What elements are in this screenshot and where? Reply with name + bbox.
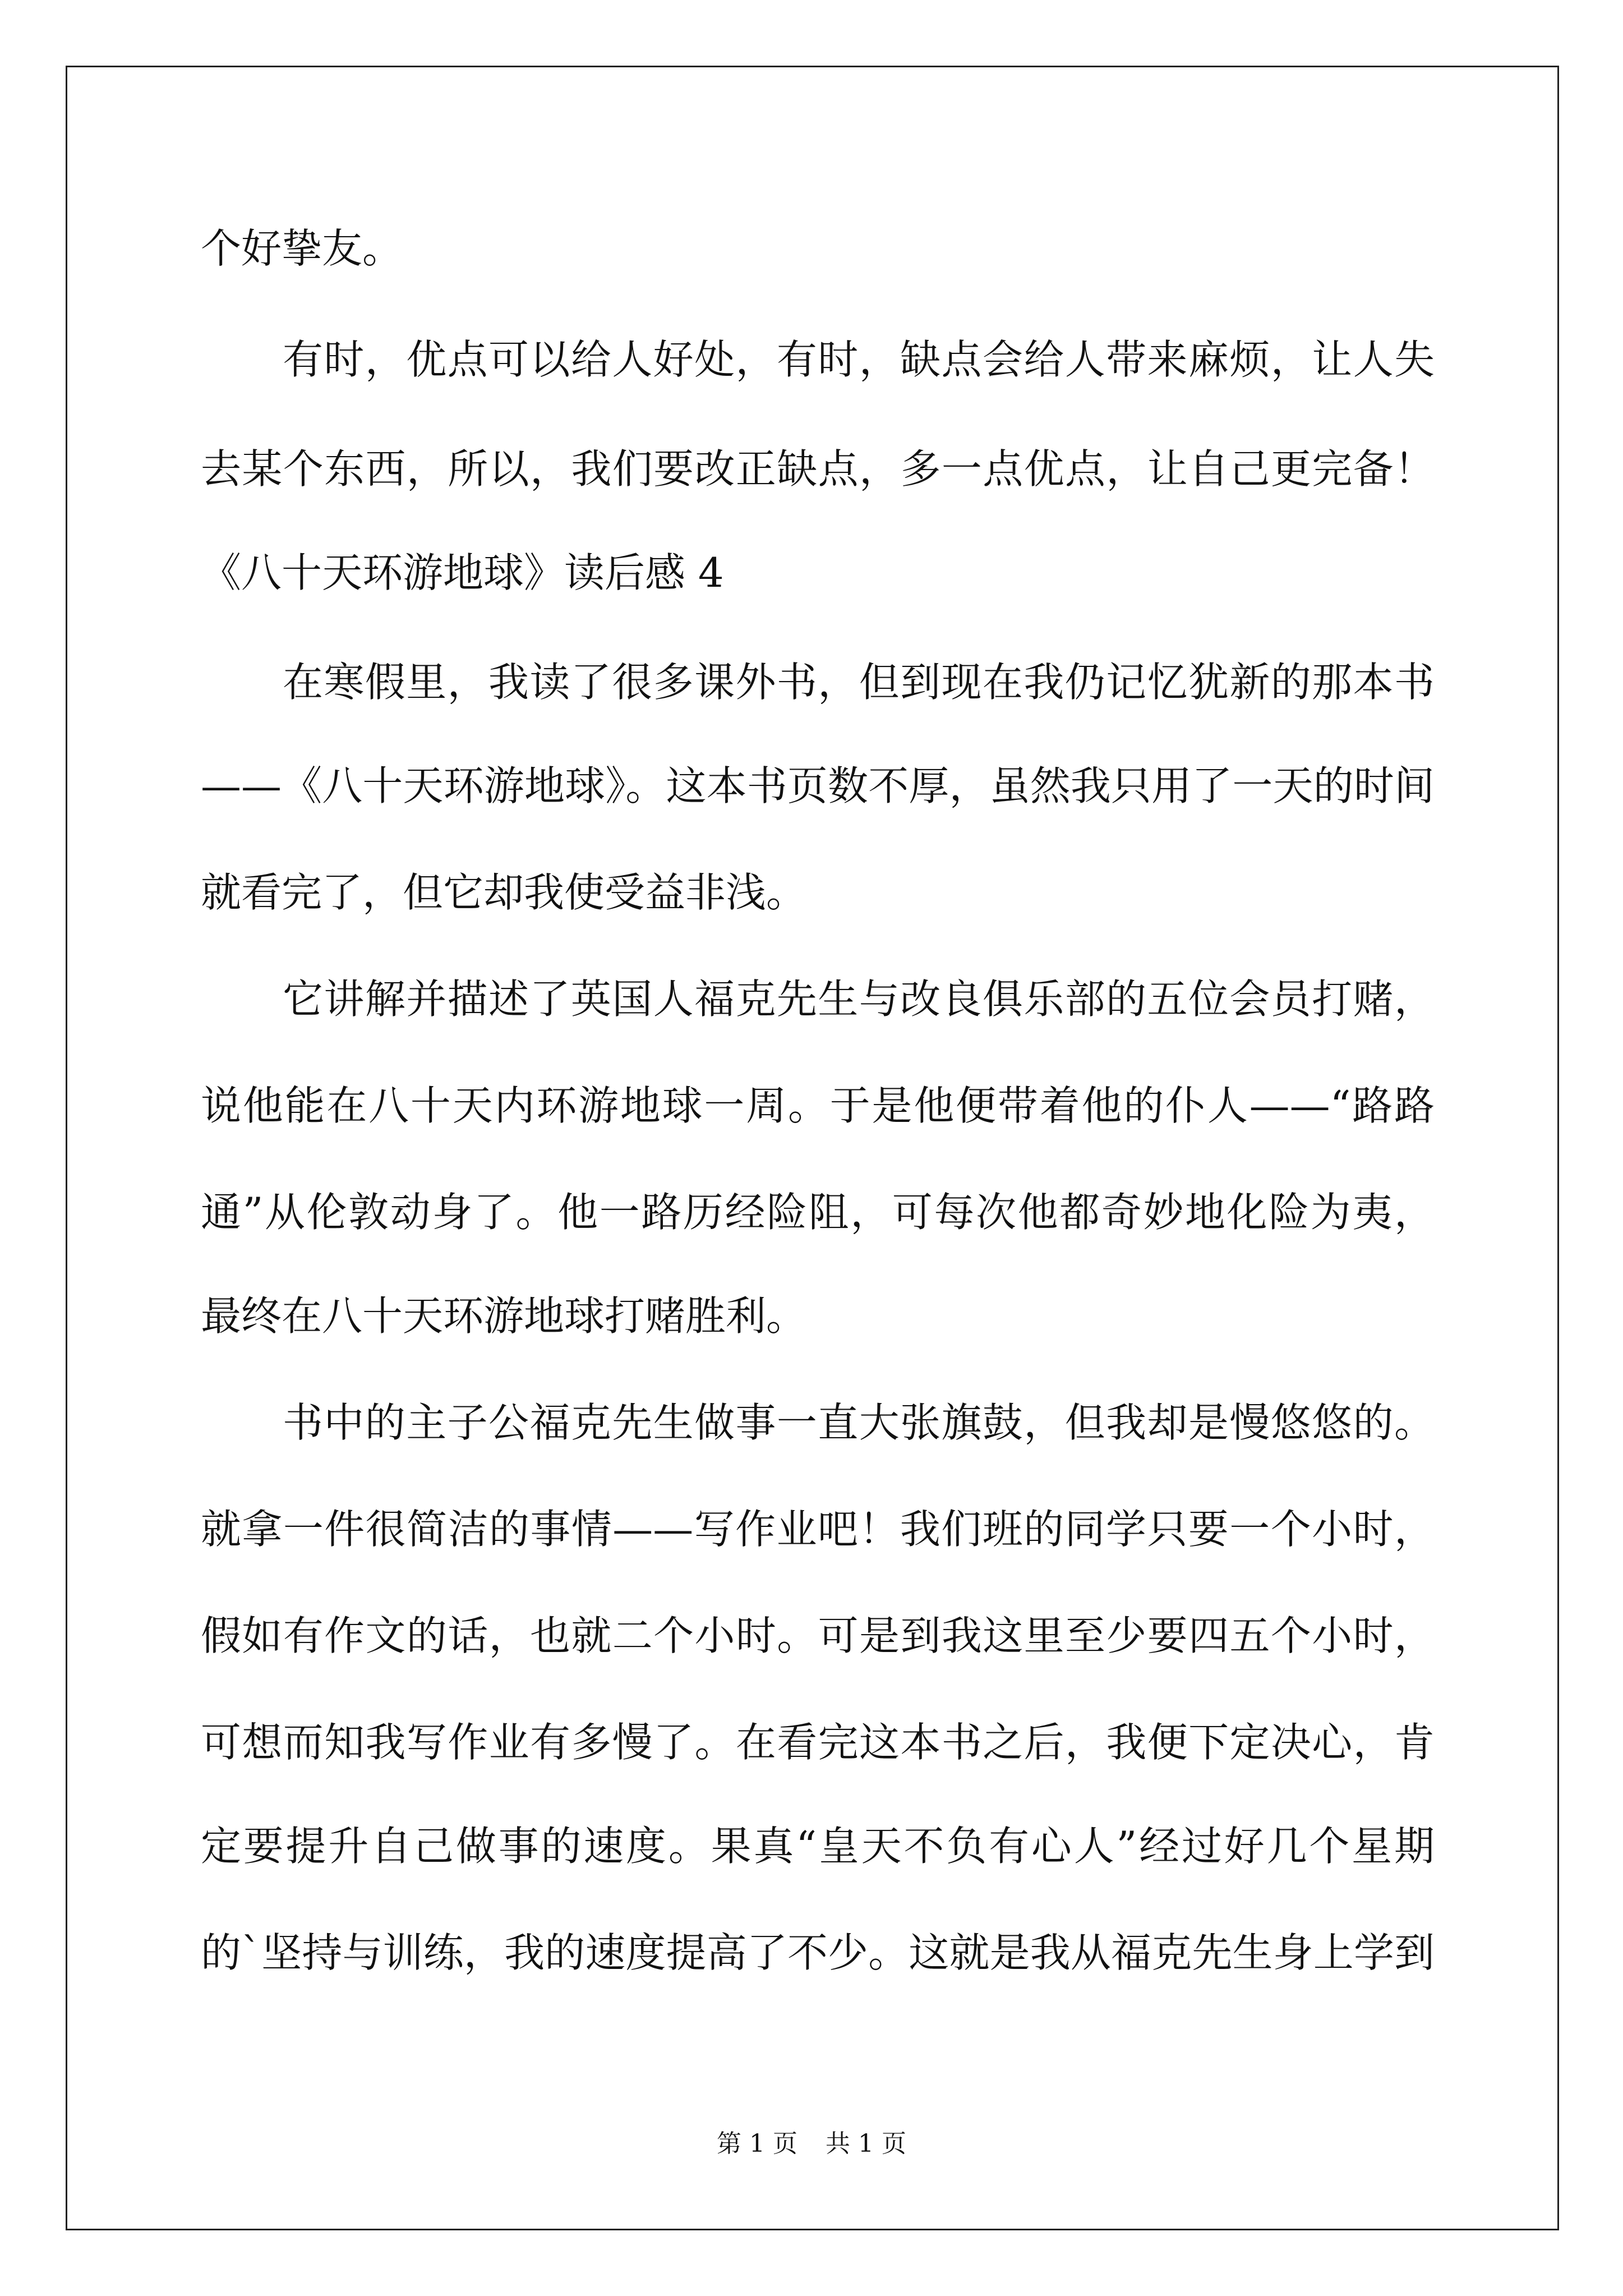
page-footer xyxy=(0,2123,1623,2159)
paragraph-line: 在寒假里，我读了很多课外书，但到现在我仍记忆犹新的那本书 xyxy=(283,659,1435,706)
paragraph-line: 去某个东西，所以，我们要改正缺点，多一点优点，让自己更完备！ xyxy=(201,445,1435,493)
paragraph-line: 的`坚持与训练，我的速度提高了不少。这就是我从福克先生身上学到 xyxy=(201,1929,1435,1976)
paragraph-line: 它讲解并描述了英国人福克先生与改良俱乐部的五位会员打赌， xyxy=(283,976,1435,1023)
paragraph-line: 个好挚友。 xyxy=(201,225,403,272)
page-total: 共 1 页 xyxy=(826,2129,906,2158)
paragraph-line: 就拿一件很简洁的事情——写作业吧！我们班的同学只要一个小时， xyxy=(201,1506,1435,1553)
page-number: 第 1 页 xyxy=(717,2129,797,2158)
paragraph-line: 可想而知我写作业有多慢了。在看完这本书之后，我便下定决心，肯 xyxy=(201,1719,1435,1766)
paragraph-line: 假如有作文的话，也就二个小时。可是到我这里至少要四五个小时， xyxy=(201,1612,1435,1659)
paragraph-line: 最终在八十天环游地球打赌胜利。 xyxy=(201,1292,807,1340)
paragraph-line: 通”从伦敦动身了。他一路历经险阻，可每次他都奇妙地化险为夷， xyxy=(201,1189,1435,1236)
paragraph-line: 书中的主子公福克先生做事一直大张旗鼓，但我却是慢悠悠的。 xyxy=(283,1399,1435,1446)
section-heading: 《八十天环游地球》读后感 4 xyxy=(201,549,724,596)
paragraph-line: 说他能在八十天内环游地球一周。于是他便带着他的仆人——“路路 xyxy=(201,1082,1435,1129)
paragraph-line: ——《八十天环游地球》。这本书页数不厚，虽然我只用了一天的时间 xyxy=(201,762,1435,809)
paragraph-line: 就看完了，但它却我使受益非浅。 xyxy=(201,869,807,916)
paragraph-line: 定要提升自己做事的速度。果真“皇天不负有心人”经过好几个星期 xyxy=(201,1823,1435,1870)
paragraph-line: 有时，优点可以给人好处，有时，缺点会给人带来麻烦，让人失 xyxy=(283,336,1435,383)
page-border xyxy=(66,66,1559,2230)
